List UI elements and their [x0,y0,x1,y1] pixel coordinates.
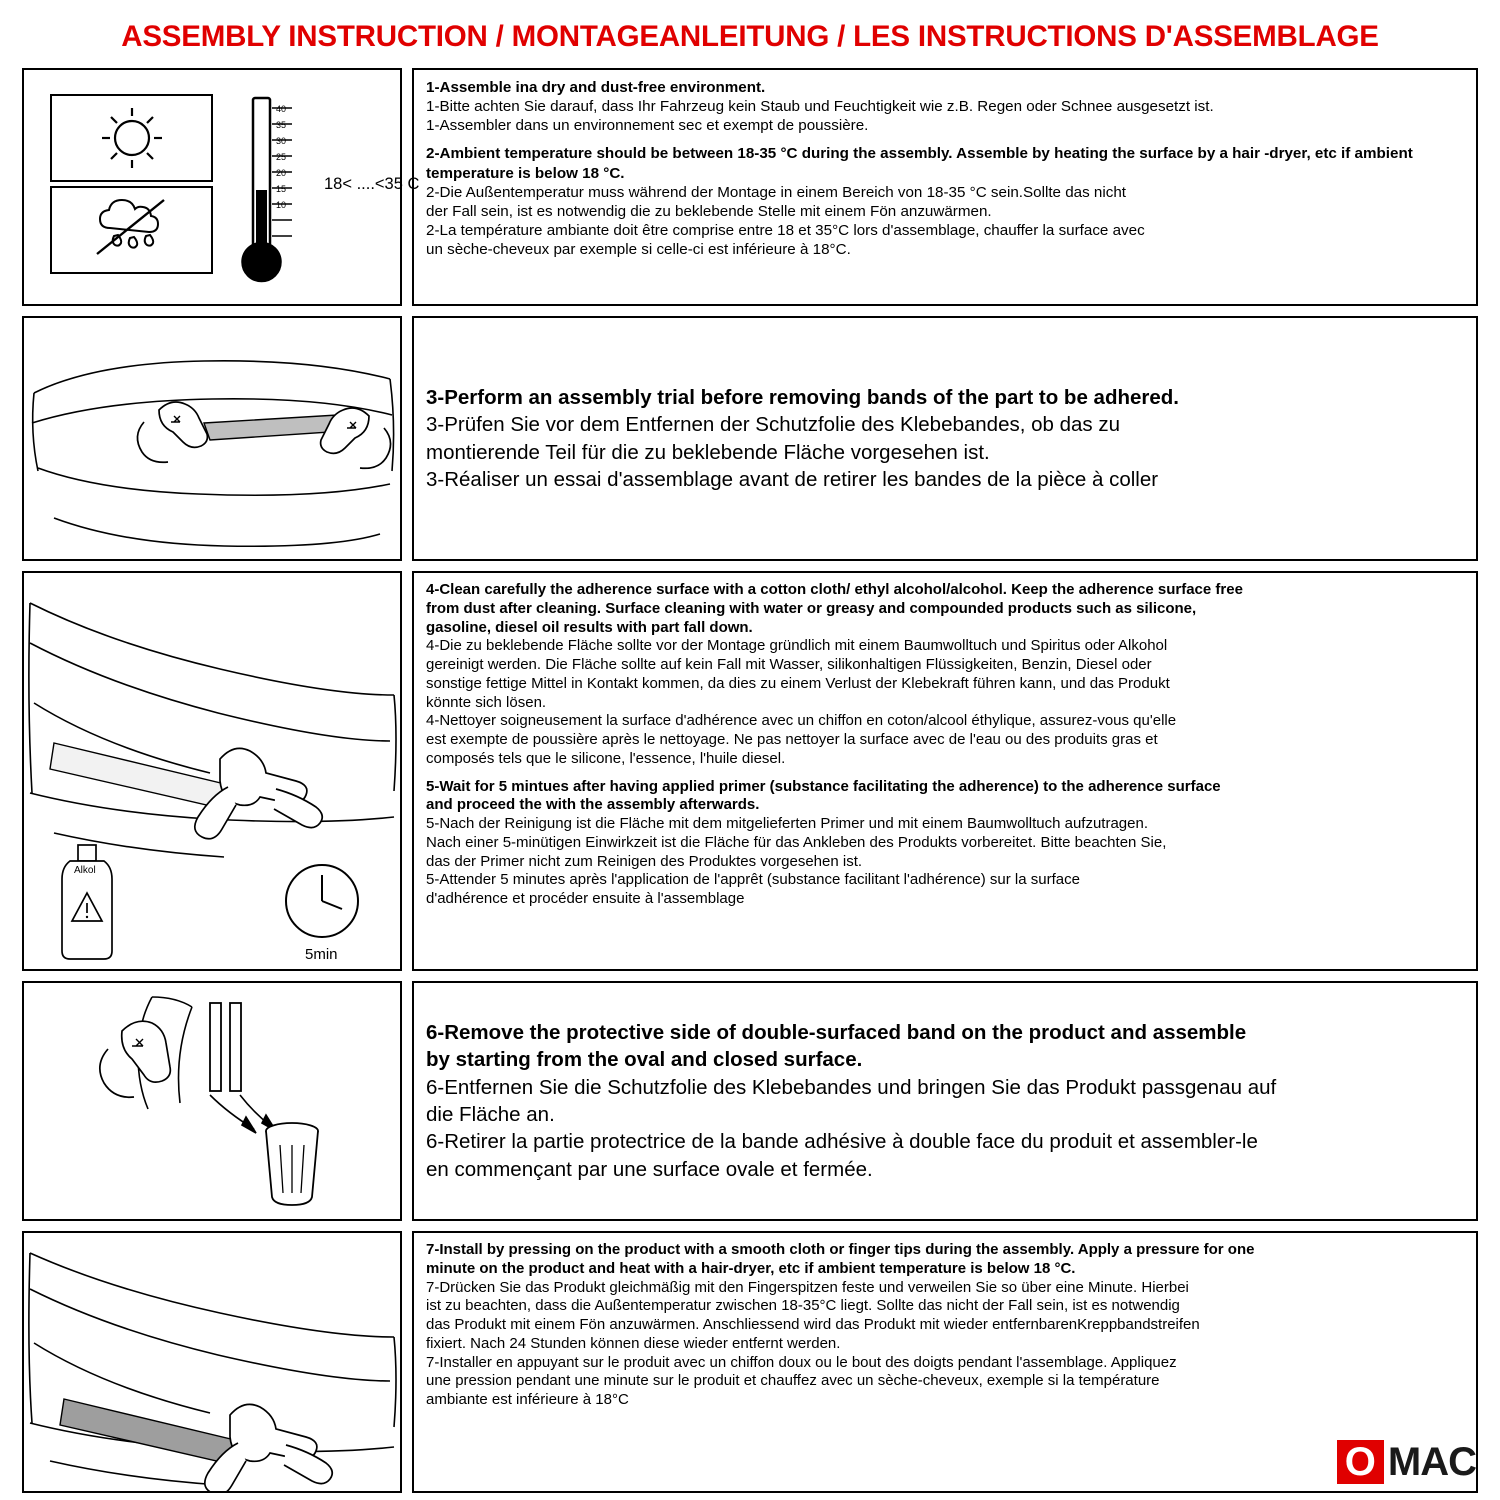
step4-en-1: 4-Clean carefully the adherence surface with a cotton cloth/ ethyl alcohol/alcohol. Keep the adherence surface free [426,581,1243,598]
logo-text: MAC [1387,1440,1476,1484]
step7-de-4: fixiert. Nach 24 Stunden können diese wieder entfernt werden. [426,1334,841,1352]
hand-pressing-trim-icon [24,1233,400,1491]
step7-de-1: 7-Drücken Sie das Produkt gleichmäßig mit den Fingerspitzen feste und verweilen Sie so über eine Minute. Hierbei [426,1278,1189,1296]
svg-text:35: 35 [276,120,287,130]
step5-de-1: 5-Nach der Reinigung ist die Fläche mit dem mitgelieferten Primer und mit einem Baumwolltuch aufzutragen. [426,815,1148,832]
svg-text:20: 20 [276,168,287,178]
panel-1-text [412,68,1478,306]
panel-4-illustration [22,571,402,971]
step5-en-2: and proceed the with the assembly afterwards. [426,796,760,814]
svg-text:25: 25 [276,152,287,162]
temperature-label: 18< ....<35 C [324,175,420,193]
svg-text:40: 40 [276,104,287,114]
step6-fr-1: 6-Retirer la partie protectrice de la bande adhésive à double face du produit et assembler-le [426,1130,1258,1154]
svg-text:15: 15 [276,184,287,194]
step6-fr-2: en commençant par une surface ovale et fermée. [426,1157,873,1181]
step6-en-2: by starting from the oval and closed surface. [426,1048,863,1072]
omac-logo [1337,1440,1476,1484]
panel-7-illustration [22,1231,402,1493]
step4-fr-2: est exempte de poussière après le nettoyage. Ne pas nettoyer la surface avec de l'eau ou des produits gras et [426,731,1158,748]
trash-bin-icon [266,1123,318,1205]
step6-en-1: 6-Remove the protective side of double-surfaced band on the product and assemble [426,1020,1247,1044]
step2-fr-1: 2-La température ambiante doit être comprise entre 18 et 35°C lors d'assemblage, chauffer la surface avec [426,221,1145,239]
instruction-row-5 [22,1231,1478,1493]
step2-de-2: der Fall sein, ist es notwendig die zu beklebende Stelle mit einem Fön anzuwärmen. [426,202,992,220]
step7-fr-1: 7-Installer en appuyant sur le produit avec un chiffon doux ou le bout des doigts pendant l'assemblage. Appliquez [426,1353,1177,1371]
bottle-label: Alkol [74,865,96,876]
step4-en-3: gasoline, diesel oil results with part fall down. [426,618,753,636]
step4-de-4: könnte sich lösen. [426,693,547,711]
step3-de-1: 3-Prüfen Sie vor dem Entfernen der Schutzfolie des Klebebandes, ob das zu [426,413,1121,437]
svg-text:10: 10 [276,200,287,210]
hand-peeling-tape-icon [24,983,400,1219]
step7-fr-3: ambiante est inférieure à 18°C [426,1391,629,1408]
step3-fr: 3-Réaliser un essai d'assemblage avant de retirer les bandes de la pièce à coller [426,467,1159,491]
step3-de-2: montierende Teil für die zu beklebende Fläche vorgesehen ist. [426,440,990,464]
svg-text:30: 30 [276,136,287,146]
instruction-row-1 [22,68,1478,306]
instruction-row-4 [22,981,1478,1221]
step6-de-1: 6-Entfernen Sie die Schutzfolie des Klebebandes und bringen Sie das Produkt passgenau auf [426,1075,1277,1099]
step4-de-3: sonstige fettige Mittel in Kontakt kommen, da dies zu einem Verlust der Klebekraft führen kann, und das Produkt [426,674,1170,692]
step5-de-2: Nach einer 5-minütigen Einwirkzeit ist die Fläche für das Ankleben des Produkts vorbereitet. Bitte beachten Sie, [426,833,1167,851]
instruction-grid [22,68,1478,1493]
step4-de-2: gereinigt werden. Die Fläche sollte auf kein Fall mit Wasser, silikonhaltigen Flüssigkeiten, Benzin, Diesel oder [426,656,1152,673]
instruction-row-2 [22,316,1478,561]
alcohol-bottle-icon [62,845,112,959]
step5-en-1: 5-Wait for 5 mintues after having applied primer (substance facilitating the adherence) to the adherence surface [426,777,1221,795]
panel-6-text [412,981,1478,1221]
hands-fitting-trim-icon [24,318,400,559]
step2-fr-2: un sèche-cheveux par exemple si celle-ci est inférieure à 18°C. [426,241,851,259]
step7-de-3: das Produkt mit einem Fön anzuwärmen. Anschliessend wird das Produkt mit wieder entfernbarenKreppbandstreifen [426,1316,1200,1333]
panel-3-illustration [22,316,402,561]
step1-fr: 1-Assembler dans un environnement sec et exempt de poussière. [426,117,869,135]
panel-6-illustration [22,981,402,1221]
step7-fr-2: une pression pendant une minute sur le produit et chauffez avec un sèche-cheveux, exemple si la température [426,1372,1160,1390]
step4-fr-1: 4-Nettoyer soigneusement la surface d'adhérence avec un chiffon en coton/alcool éthylique, assurez-vous qu'elle [426,712,1177,730]
step4-fr-3: composés tels que le silicone, l'essence, l'huile diesel. [426,749,786,767]
clock-label: 5min [305,946,338,963]
step1-en: 1-Assemble ina dry and dust-free environment. [426,79,766,96]
step4-en-2: from dust after cleaning. Surface cleaning with water or greasy and compounded products such as silicone, [426,599,1197,617]
panel-1-illustration [22,68,420,306]
step5-de-3: das der Primer nicht zum Reinigen des Produktes vorgesehen ist. [426,852,863,870]
step3-en: 3-Perform an assembly trial before removing bands of the part to be adhered. [426,385,1179,409]
step2-de-1: 2-Die Außentemperatur muss während der Montage in einem Bereich von 18-35 °C sein.Sollte das nicht [426,183,1127,201]
panel-7-text [412,1231,1478,1493]
step7-en-1: 7-Install by pressing on the product with a smooth cloth or finger tips during the assembly. Apply a pressure for one [426,1241,1255,1258]
clock-icon [286,865,358,937]
panel-4-text [412,571,1478,971]
logo-mark: O [1337,1440,1384,1484]
hand-cleaning-cloth-icon [24,573,400,969]
step2-en: 2-Ambient temperature should be between 18-35 °C during the assembly. Assemble by heating the surface by a hair -dryer, etc if ambient temperature is below 18 °C. [426,145,1413,182]
instruction-row-3 [22,571,1478,971]
step7-de-2: ist zu beachten, dass die Außentemperatur zwischen 18-35°C liegt. Sollte das nicht der Fall sein, ist es notwendig [426,1297,1180,1315]
panel-3-text [412,316,1478,561]
step4-de-1: 4-Die zu beklebende Fläche sollte vor der Montage gründlich mit einem Baumwolltuch und Spiritus oder Alkohol [426,637,1168,655]
page-title: ASSEMBLY INSTRUCTION / MONTAGEANLEITUNG / LES INSTRUCTIONS D'ASSEMBLAGE [121,20,1379,53]
step1-de: 1-Bitte achten Sie darauf, dass Ihr Fahrzeug kein Staub und Feuchtigkeit wie z.B. Regen oder Schnee ausgesetzt ist. [426,98,1214,116]
step5-fr-1: 5-Attender 5 minutes après l'application de l'apprêt (substance facilitant l'adhérence) sur la surface [426,871,1080,889]
step7-en-2: minute on the product and heat with a hair-dryer, etc if ambient temperature is below 18 °C. [426,1259,1076,1277]
step5-fr-2: d'adhérence et procéder ensuite à l'assemblage [426,890,745,907]
step6-de-2: die Fläche an. [426,1103,555,1126]
